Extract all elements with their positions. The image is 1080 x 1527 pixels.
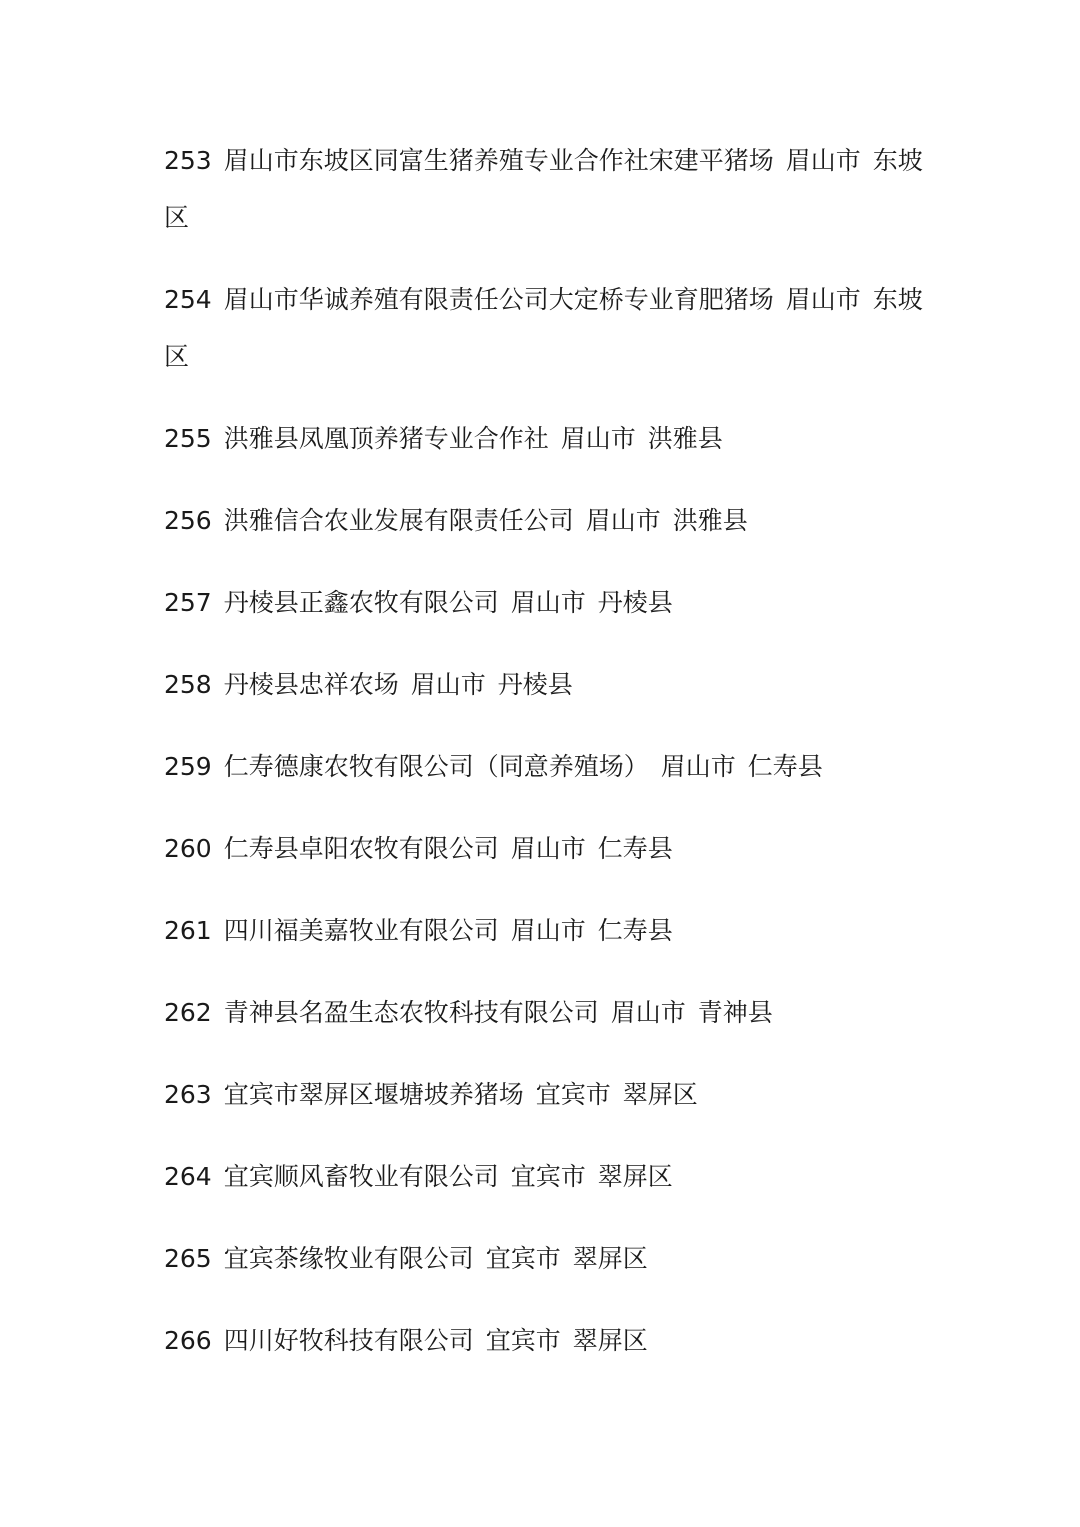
entry-city: 眉山市 bbox=[660, 752, 736, 781]
entry-city: 眉山市 bbox=[560, 424, 636, 453]
list-item bbox=[164, 271, 924, 385]
entry-number: 263 bbox=[164, 1080, 212, 1109]
entry-city: 眉山市 bbox=[510, 834, 586, 863]
entry-district: 仁寿县 bbox=[597, 834, 673, 863]
list-item bbox=[164, 984, 924, 1041]
entry-number: 264 bbox=[164, 1162, 212, 1191]
list-item bbox=[164, 656, 924, 713]
entry-number: 253 bbox=[164, 146, 212, 175]
entry-organization: 宜宾市翠屏区堰塘坡养猪场 bbox=[223, 1080, 524, 1109]
entry-number: 266 bbox=[164, 1326, 212, 1355]
entry-city: 眉山市 bbox=[610, 998, 686, 1027]
entry-organization: 四川福美嘉牧业有限公司 bbox=[223, 916, 499, 945]
entry-organization: 丹棱县忠祥农场 bbox=[223, 670, 399, 699]
list-item bbox=[164, 1230, 924, 1287]
entry-city: 宜宾市 bbox=[485, 1326, 561, 1355]
entry-district: 丹棱县 bbox=[597, 588, 673, 617]
entry-city: 宜宾市 bbox=[510, 1162, 586, 1191]
entry-organization: 青神县名盈生态农牧科技有限公司 bbox=[223, 998, 599, 1027]
entry-number: 260 bbox=[164, 834, 212, 863]
entry-organization: 宜宾顺风畜牧业有限公司 bbox=[223, 1162, 499, 1191]
list-item bbox=[164, 902, 924, 959]
list-item bbox=[164, 410, 924, 467]
entry-district: 东坡区 bbox=[164, 146, 923, 232]
entry-district: 青神县 bbox=[697, 998, 773, 1027]
list-item bbox=[164, 574, 924, 631]
entry-organization: 宜宾茶缘牧业有限公司 bbox=[223, 1244, 474, 1273]
entry-number: 254 bbox=[164, 285, 212, 314]
entry-number: 256 bbox=[164, 506, 212, 535]
document-page bbox=[164, 132, 924, 1394]
entry-city: 宜宾市 bbox=[485, 1244, 561, 1273]
entry-district: 仁寿县 bbox=[747, 752, 823, 781]
list-item bbox=[164, 492, 924, 549]
entry-organization: 四川好牧科技有限公司 bbox=[223, 1326, 474, 1355]
list-item bbox=[164, 820, 924, 877]
entry-city: 眉山市 bbox=[410, 670, 486, 699]
entry-district: 翠屏区 bbox=[597, 1162, 673, 1191]
entry-number: 255 bbox=[164, 424, 212, 453]
entry-organization: 眉山市东坡区同富生猪养殖专业合作社宋建平猪场 bbox=[223, 146, 774, 175]
entry-district: 丹棱县 bbox=[497, 670, 573, 699]
entry-organization: 洪雅信合农业发展有限责任公司 bbox=[223, 506, 574, 535]
entry-district: 翠屏区 bbox=[572, 1244, 648, 1273]
entry-number: 259 bbox=[164, 752, 212, 781]
entry-organization: 洪雅县凤凰顶养猪专业合作社 bbox=[223, 424, 549, 453]
entry-district: 洪雅县 bbox=[672, 506, 748, 535]
list-item bbox=[164, 1066, 924, 1123]
list-item bbox=[164, 738, 924, 795]
list-item bbox=[164, 1312, 924, 1369]
entry-number: 258 bbox=[164, 670, 212, 699]
entry-district: 翠屏区 bbox=[572, 1326, 648, 1355]
entry-city: 眉山市 bbox=[510, 916, 586, 945]
entry-organization: 眉山市华诚养殖有限责任公司大定桥专业育肥猪场 bbox=[223, 285, 774, 314]
entry-number: 261 bbox=[164, 916, 212, 945]
entry-number: 257 bbox=[164, 588, 212, 617]
entry-organization: 丹棱县正鑫农牧有限公司 bbox=[223, 588, 499, 617]
entry-district: 仁寿县 bbox=[597, 916, 673, 945]
entry-district: 洪雅县 bbox=[647, 424, 723, 453]
entry-city: 眉山市 bbox=[585, 506, 661, 535]
entry-district: 翠屏区 bbox=[622, 1080, 698, 1109]
list-item bbox=[164, 132, 924, 246]
list-item bbox=[164, 1148, 924, 1205]
entry-district: 东坡区 bbox=[164, 285, 923, 371]
entry-city: 眉山市 bbox=[785, 146, 861, 175]
entry-city: 眉山市 bbox=[510, 588, 586, 617]
entry-number: 262 bbox=[164, 998, 212, 1027]
entry-number: 265 bbox=[164, 1244, 212, 1273]
entry-organization: 仁寿德康农牧有限公司（同意养殖场） bbox=[223, 752, 649, 781]
entry-city: 宜宾市 bbox=[535, 1080, 611, 1109]
entry-city: 眉山市 bbox=[785, 285, 861, 314]
entry-organization: 仁寿县卓阳农牧有限公司 bbox=[223, 834, 499, 863]
